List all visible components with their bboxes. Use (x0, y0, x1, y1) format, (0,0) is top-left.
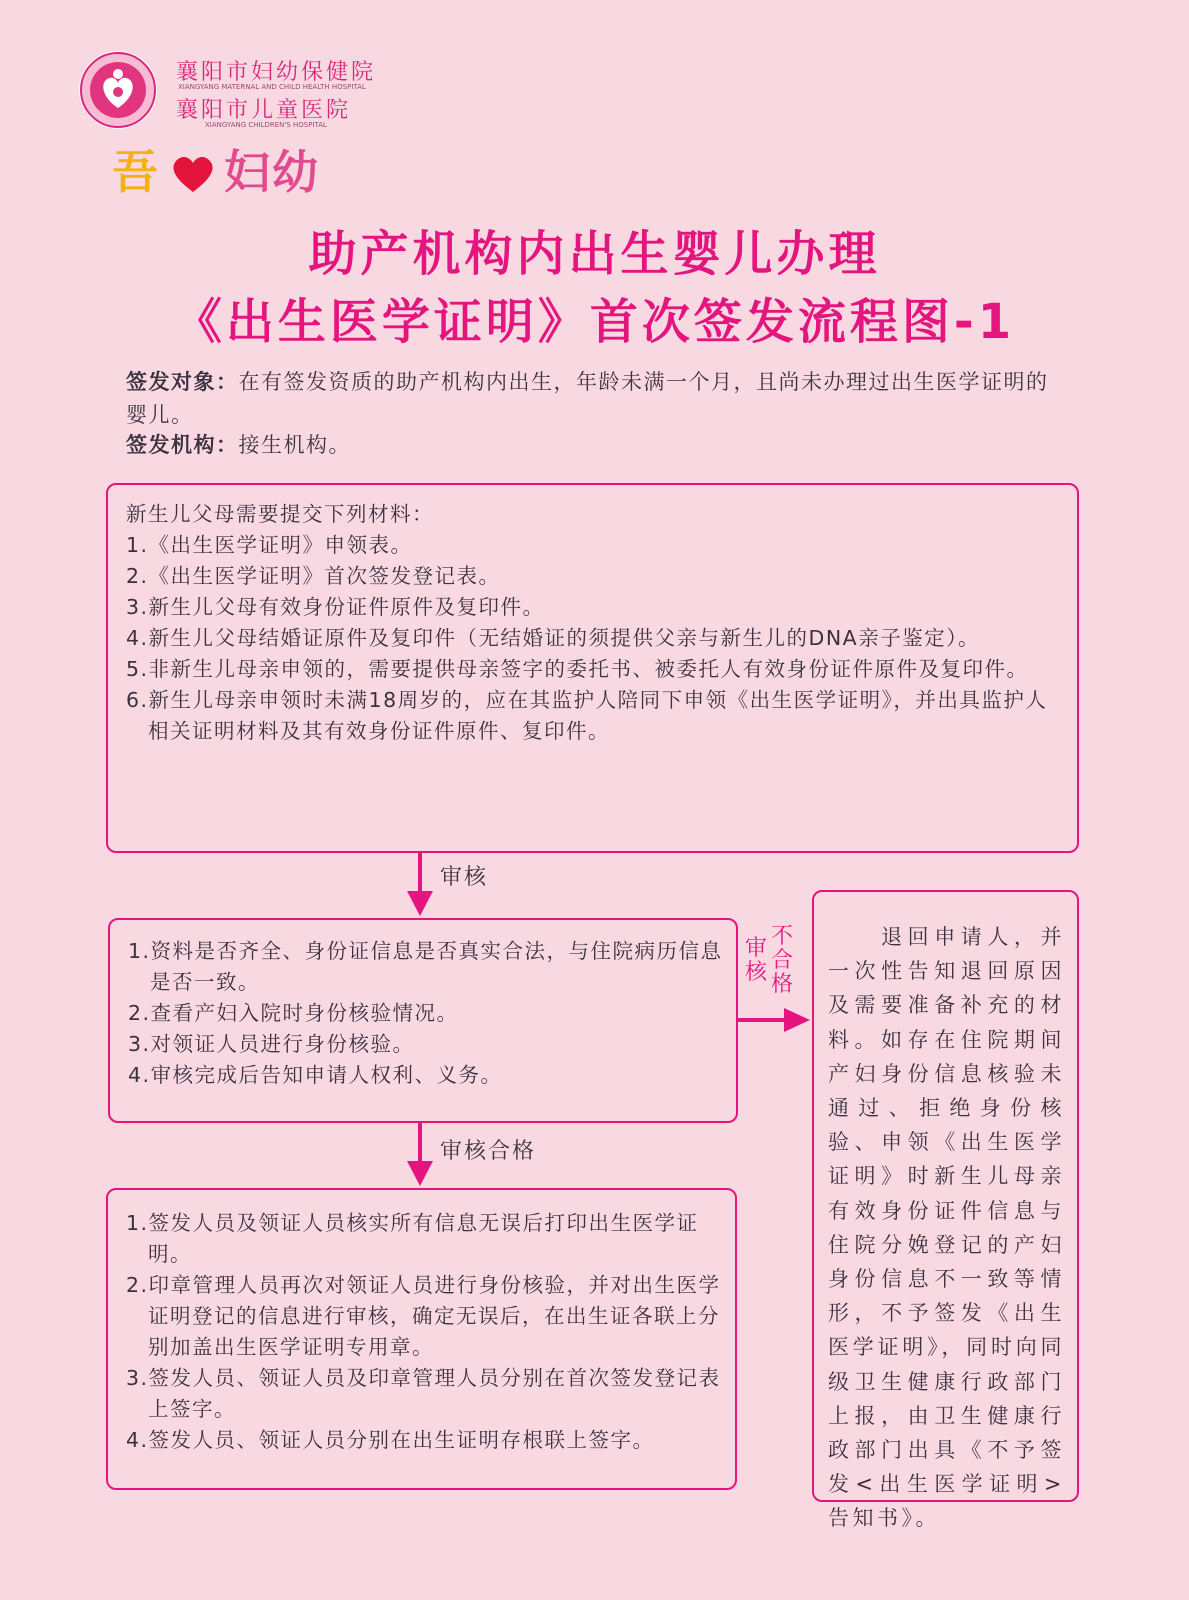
arrow-pass-label: 审核合格 (440, 1139, 537, 1164)
slogan-right: 妇幼 (224, 145, 320, 199)
reject-box (812, 890, 1079, 1531)
materials-heading: 新生儿父母需要提交下列材料： (126, 502, 434, 526)
slogan (112, 144, 342, 200)
intro-target-text: 在有签发资质的助产机构内出生，年龄未满一个月，且尚未办理过出生医学证明的婴儿。 (126, 370, 1049, 427)
issue-item: 3.签发人员、领证人员及印章管理人员分别在首次签发登记表上签字。 (126, 1366, 721, 1421)
hospital-logo-icon (78, 50, 158, 130)
material-item: 4.新生儿父母结婚证原件及复印件（无结婚证的须提供父亲与新生儿的DNA亲子鉴定）。 (126, 626, 980, 650)
review-item: 3.对领证人员进行身份核验。 (128, 1032, 415, 1056)
material-item: 5.非新生儿母亲申领的，需要提供母亲签字的委托书、被委托人有效身份证件原件及复印件。 (126, 657, 1029, 681)
arrow-down-review-icon (405, 853, 435, 918)
issue-item: 4.签发人员、领证人员分别在出生证明存根联上签字。 (126, 1428, 655, 1452)
review-item: 4.审核完成后告知申请人权利、义务。 (128, 1063, 503, 1087)
issue-item: 1.签发人员及领证人员核实所有信息无误后打印出生医学证明。 (126, 1211, 699, 1266)
material-item: 2.《出生医学证明》首次签发登记表。 (126, 564, 501, 588)
hospital-name-cn-2: 襄阳市儿童医院 (176, 98, 352, 123)
arrow-right-fail-icon (738, 1006, 812, 1034)
materials-list (126, 499, 1061, 747)
arrow-fail-label-right: 不合格 (771, 924, 794, 997)
material-item: 6.新生儿母亲申领时未满18周岁的，应在其监护人陪同下申领《出生医学证明》，并出具监护人相关证明材料及其有效身份证件原件、复印件。 (126, 688, 1048, 743)
intro-org-text: 接生机构。 (238, 433, 351, 457)
title-line-1: 助产机构内出生婴儿办理 (308, 226, 881, 282)
intro-target-label: 签发对象： (126, 370, 239, 394)
hospital-name-en-1: XIANGYANG MATERNAL AND CHILD HEALTH HOSPITAL (178, 83, 366, 91)
intro-org-label: 签发机构： (126, 433, 239, 457)
issue-box (106, 1188, 737, 1490)
arrow-review-label: 审核 (440, 865, 489, 890)
heart-icon (170, 154, 216, 194)
issue-list (126, 1208, 723, 1456)
review-item: 1.资料是否齐全、身份证信息是否真实合法，与住院病历信息是否一致。 (128, 939, 723, 994)
intro-org (126, 429, 1066, 462)
review-item: 2.查看产妇入院时身份核验情况。 (128, 1001, 459, 1025)
arrow-down-pass-icon (405, 1123, 435, 1188)
review-box (108, 918, 738, 1123)
material-item: 1.《出生医学证明》申领表。 (126, 533, 413, 557)
arrow-fail-label-left: 审核 (745, 936, 768, 985)
intro-target (126, 366, 1066, 432)
hospital-name-cn-1: 襄阳市妇幼保健院 (176, 60, 377, 85)
hospital-name-en-2: XIANGYANG CHILDREN'S HOSPITAL (205, 121, 327, 129)
reject-text: 退回申请人，并一次性告知退回原因及需要准备补充的材料。如存在住院期间产妇身份信息核验未通过、拒绝身份核验、申领《出生医学证明》时新生儿母亲有效身份证件信息与住院分娩登记的产妇身份信息不一致等情形，不予签发《出生医学证明》，同时向同级卫生健康行政部门上报，由卫生健康行政部门出具《不予签发<出生医学证明>告知书》。 (828, 925, 1065, 1531)
title-line-2: 《出生医学证明》首次签发流程图-1 (173, 294, 1016, 350)
slogan-left: 吾 (112, 145, 158, 199)
review-list (128, 936, 724, 1091)
materials-box (106, 483, 1079, 853)
material-item: 3.新生儿父母有效身份证件原件及复印件。 (126, 595, 545, 619)
issue-item: 2.印章管理人员再次对领证人员进行身份核验，并对出生医学证明登记的信息进行审核，确定无误后，在出生证各联上分别加盖出生医学证明专用章。 (126, 1273, 721, 1359)
